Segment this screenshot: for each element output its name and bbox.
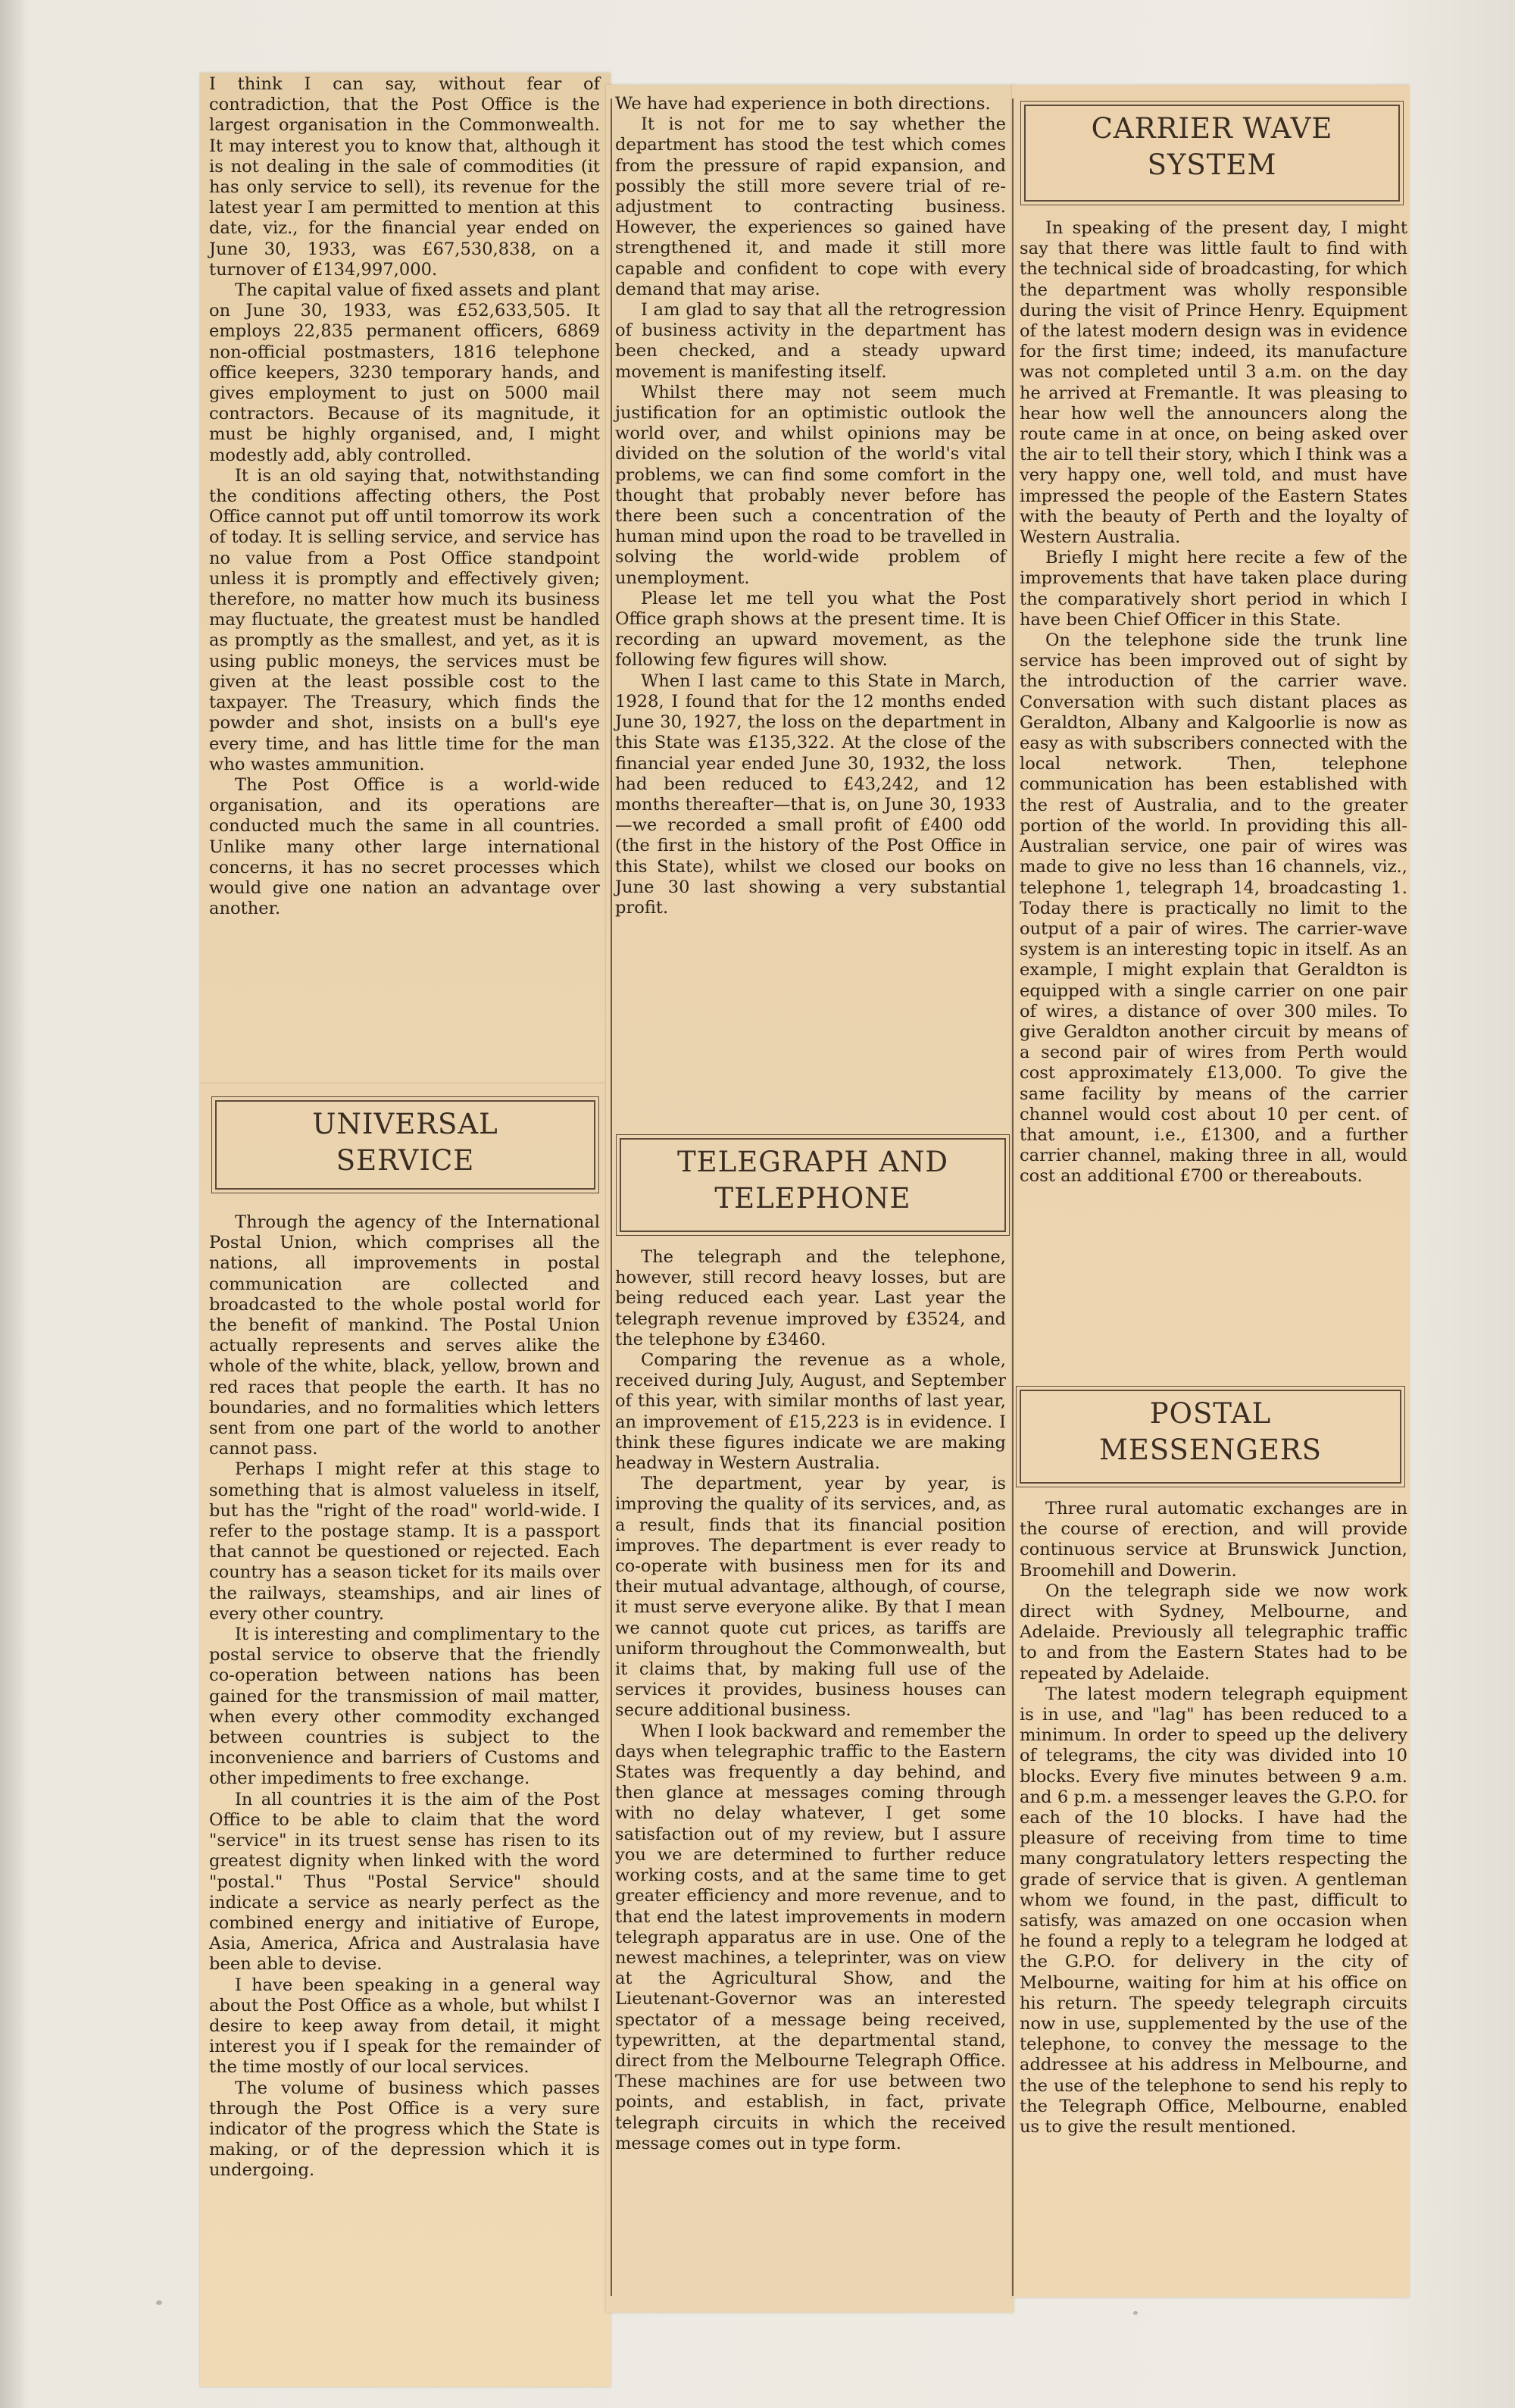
article-column-3 xyxy=(1020,218,1407,1187)
article-column-1-lower xyxy=(209,1212,600,2181)
heading-line: MESSENGERS xyxy=(1098,1434,1323,1466)
paragraph: It is an old saying that, notwithstanding the conditions affecting others, the Post Office cannot put off until tomorrow its work of today. It is selling service, and service has no value from a Post Office standpoint unless it is promptly and effectively given; therefore, no matter how much its business may fluctuate, the greatest must be handled as promptly as the smallest, and yet, as it is using public moneys, the services must be given at the least possible cost to the taxpayer. The Treasury, which finds the powder and shot, insists on a bull's eye every time, and has little time for the man who wastes ammunition. xyxy=(209,465,600,774)
paragraph: When I last came to this State in March, 1928, I found that for the 12 months ended June 30, 1927, the loss on the department in this State was £135,322. At the close of the financial year ended June 30, 1932, the loss had been reduced to £43,242, and 12 months thereafter—that is, on June 30, 1933—we recorded a small profit of £400 odd (the first in the history of the Post Office in this State), whilst we closed our books on June 30 last showing a very substantial profit. xyxy=(615,671,1006,918)
section-heading-universal-service xyxy=(215,1100,595,1190)
paragraph: The latest modern telegraph equipment is in use, and "lag" has been reduced to a minimum. In order to speed up the delivery of telegrams, the city was divided into 10 blocks. Every five minutes between 9 a.m. and 6 p.m. a messenger leaves the G.P.O. for each of the 10 blocks. I have had the pleasure of receiving from time to time many congratulatory letters respecting the grade of service that is given. A gentleman whom we found, in the past, difficult to satisfy, was amazed on one occasion when he found a reply to a telegram he lodged at the G.P.O. for delivery in the city of Melbourne, waiting for him at his office on his return. The speedy telegraph circuits now in use, supplemented by the use of the telephone, to convey the message to the addressee at his address in Melbourne, and the use of the telephone to send his reply to the Telegraph Office, Melbourne, enabled us to give the result mentioned. xyxy=(1020,1684,1407,2137)
paragraph: The volume of business which passes through the Post Office is a very sure indicator of the progress which the State is making, or of the depression which it is undergoing. xyxy=(209,2078,600,2181)
column-divider-2 xyxy=(1012,99,1014,2296)
article-column-1 xyxy=(209,74,600,919)
article-column-3-lower xyxy=(1020,1499,1407,2137)
paragraph: Three rural automatic exchanges are in the course of erection, and will provide continuous service at Brunswick Junction, Broomehill and Dowerin. xyxy=(1020,1499,1407,1581)
paragraph: I think I can say, without fear of contradiction, that the Post Office is the largest organisation in the Commonwealth. It may interest you to know that, although it is not dealing in the sale of commodities (it has only service to sell), its revenue for the latest year I am permitted to mention at this date, viz., for the financial year ended on June 30, 1933, was £67,530,838, on a turnover of £134,997,000. xyxy=(209,74,600,280)
paragraph: Briefly I might here recite a few of the improvements that have taken place during the comparatively short period in which I have been Chief Officer in this State. xyxy=(1020,548,1407,630)
article-column-2-lower xyxy=(615,1247,1006,2154)
paragraph: On the telegraph side we now work direct with Sydney, Melbourne, and Adelaide. Previously all telegraphic traffic to and from the Eastern States had to be repeated by Adelaide. xyxy=(1020,1581,1407,1684)
section-heading-telegraph-and-telephone xyxy=(620,1138,1006,1232)
section-heading-postal-messengers xyxy=(1020,1390,1401,1484)
heading-line: SYSTEM xyxy=(1147,149,1277,181)
article-column-2 xyxy=(615,94,1006,918)
paragraph: In all countries it is the aim of the Post Office to be able to claim that the word "service" in its truest sense has risen to its greatest dignity when linked with the word "postal." Thus "Postal Service" should indicate a service as nearly perfect as the combined energy and initiative of Europe, Asia, America, Africa and Australasia have been able to devise. xyxy=(209,1789,600,1975)
paragraph: It is not for me to say whether the department has stood the test which comes from the pressure of rapid expansion, and possibly the still more severe trial of re-adjustment to contracting business. However, the experiences so gained have strengthened it, and made it still more capable and confident to cope with every demand that may arise. xyxy=(615,114,1006,299)
heading-line: TELEGRAPH AND xyxy=(676,1146,949,1178)
paragraph: I am glad to say that all the retrogression of business activity in the department has been checked, and a steady upward movement is manifesting itself. xyxy=(615,300,1006,382)
paragraph: Through the agency of the International Postal Union, which comprises all the nations, all improvements in postal communication are collected and broadcasted to the whole postal world for the benefit of mankind. The Postal Union actually represents and serves alike the whole of the white, black, yellow, brown and red races that people the earth. It has no boundaries, and no formalities which letters sent from one part of the world to another cannot pass. xyxy=(209,1212,600,1459)
paragraph: The capital value of fixed assets and plant on June 30, 1933, was £52,633,505. It employs 22,835 permanent officers, 6869 non-official postmasters, 1816 telephone office keepers, 3230 temporary hands, and gives employment to just on 5000 mail contractors. Because of its magnitude, it must be highly organised, and, I might modestly add, ably controlled. xyxy=(209,280,600,465)
paragraph: The Post Office is a world-wide organisation, and its operations are conducted much the same in all countries. Unlike many other large international concerns, it has no secret processes which would give one nation an advantage over another. xyxy=(209,774,600,919)
ink-speck xyxy=(1133,2311,1138,2315)
paragraph: Whilst there may not seem much justification for an optimistic outlook the world over, and whilst opinions may be divided on the solution of the world's vital problems, we can find some comfort in the thought that probably never before has there been such a concentration of the human mind upon the road to be travelled in solving the world-wide problem of unemployment. xyxy=(615,382,1006,588)
heading-line: SERVICE xyxy=(336,1144,475,1177)
heading-line: TELEPHONE xyxy=(714,1182,911,1215)
page-fold-shadow xyxy=(0,0,26,2408)
paragraph: In speaking of the present day, I might say that there was little fault to find with the technical side of broadcasting, for which the department was wholly responsible during the visit of Prince Henry. Equipment of the latest modern design was in evidence for the first time; indeed, its manufacture was not completed until 3 a.m. on the day he arrived at Fremantle. It was pleasing to hear how well the announcers along the route came in at once, on being asked over the air to tell their story, which I think was a very happy one, well told, and must have impressed the people of the Eastern States with the beauty of Perth and the loyalty of Western Australia. xyxy=(1020,218,1407,548)
heading-line: POSTAL xyxy=(1149,1397,1272,1430)
paragraph: Comparing the revenue as a whole, received during July, August, and September of this year, with similar months of last year, an improvement of £15,223 is in evidence. I think these figures indicate we are making headway in Western Australia. xyxy=(615,1350,1006,1474)
column-divider-1 xyxy=(611,99,612,2296)
paragraph: Please let me tell you what the Post Office graph shows at the present time. It is recording an upward movement, as the following few figures will show. xyxy=(615,588,1006,671)
paragraph: The department, year by year, is improving the quality of its services, and, as a result, finds that its financial position improves. The department is ever ready to co-operate with business men for its and their mutual advantage, although, of course, it must serve everyone alike. By that I mean we cannot quote cut prices, as tariffs are uniform throughout the Commonwealth, but it claims that, by making full use of the services it provides, business houses can secure additional business. xyxy=(615,1474,1006,1721)
section-heading-carrier-wave-system xyxy=(1024,105,1400,202)
ink-speck xyxy=(156,2300,162,2305)
heading-line: UNIVERSAL xyxy=(312,1108,498,1140)
paragraph: When I look backward and remember the days when telegraphic traffic to the Eastern States was frequently a day behind, and then glance at messages coming through with no delay whatever, I get some satisfaction out of my review, but I assure you we are determined to further reduce working costs, and at the same time to get greater efficiency and more revenue, and to that end the latest improvements in modern telegraph apparatus are in use. One of the newest machines, a teleprinter, was on view at the Agricultural Show, and the Lieutenant-Governor was an interested spectator of a message being received, typewritten, at the departmental stand, direct from the Melbourne Telegraph Office. These machines are for use between two points, and establish, in fact, private telegraph circuits in which the received message comes out in type form. xyxy=(615,1721,1006,2153)
paragraph: The telegraph and the telephone, however, still record heavy losses, but are being reduced each year. Last year the telegraph revenue improved by £3524, and the telephone by £3460. xyxy=(615,1247,1006,1349)
paragraph: On the telephone side the trunk line service has been improved out of sight by the introduction of the carrier wave. Conversation with such distant places as Geraldton, Albany and Kalgoorlie is now as easy as with subscribers connected with the local network. Then, telephone communication has been established with the rest of Australia, and to the greater portion of the world. In providing this all-Australian service, one pair of wires was made to give no less than 16 channels, viz., telephone 1, telegraph 14, broadcasting 1. Today there is practically no limit to the output of a pair of wires. The carrier-wave system is an interesting topic in itself. As an example, I might explain that Geraldton is equipped with a single carrier on one pair of wires, a distance of over 300 miles. To give Geraldton another circuit by means of a second pair of wires from Perth would cost approximately £13,000. To give the same facility by means of the carrier channel would cost about 10 per cent. of that amount, i.e., £1300, and a further carrier channel, making three in all, would cost an additional £700 or thereabouts. xyxy=(1020,630,1407,1187)
paragraph: We have had experience in both directions. xyxy=(615,94,991,114)
paragraph: Perhaps I might refer at this stage to something that is almost valueless in itself, but has the "right of the road" world-wide. I refer to the postage stamp. It is a passport that cannot be questioned or rejected. Each country has a season ticket for its mails over the railways, steamships, and air lines of every other country. xyxy=(209,1459,600,1624)
paragraph: I have been speaking in a general way about the Post Office as a whole, but whilst I desire to keep away from detail, it might interest you if I speak for the remainder of the time mostly of our local services. xyxy=(209,1975,600,2078)
paragraph: It is interesting and complimentary to the postal service to observe that the friendly co-operation between nations has been gained for the transmission of mail matter, when every other commodity exchanged between countries is subject to the inconvenience and barriers of Customs and other impediments to free exchange. xyxy=(209,1625,600,1789)
heading-line: CARRIER WAVE xyxy=(1091,112,1333,145)
